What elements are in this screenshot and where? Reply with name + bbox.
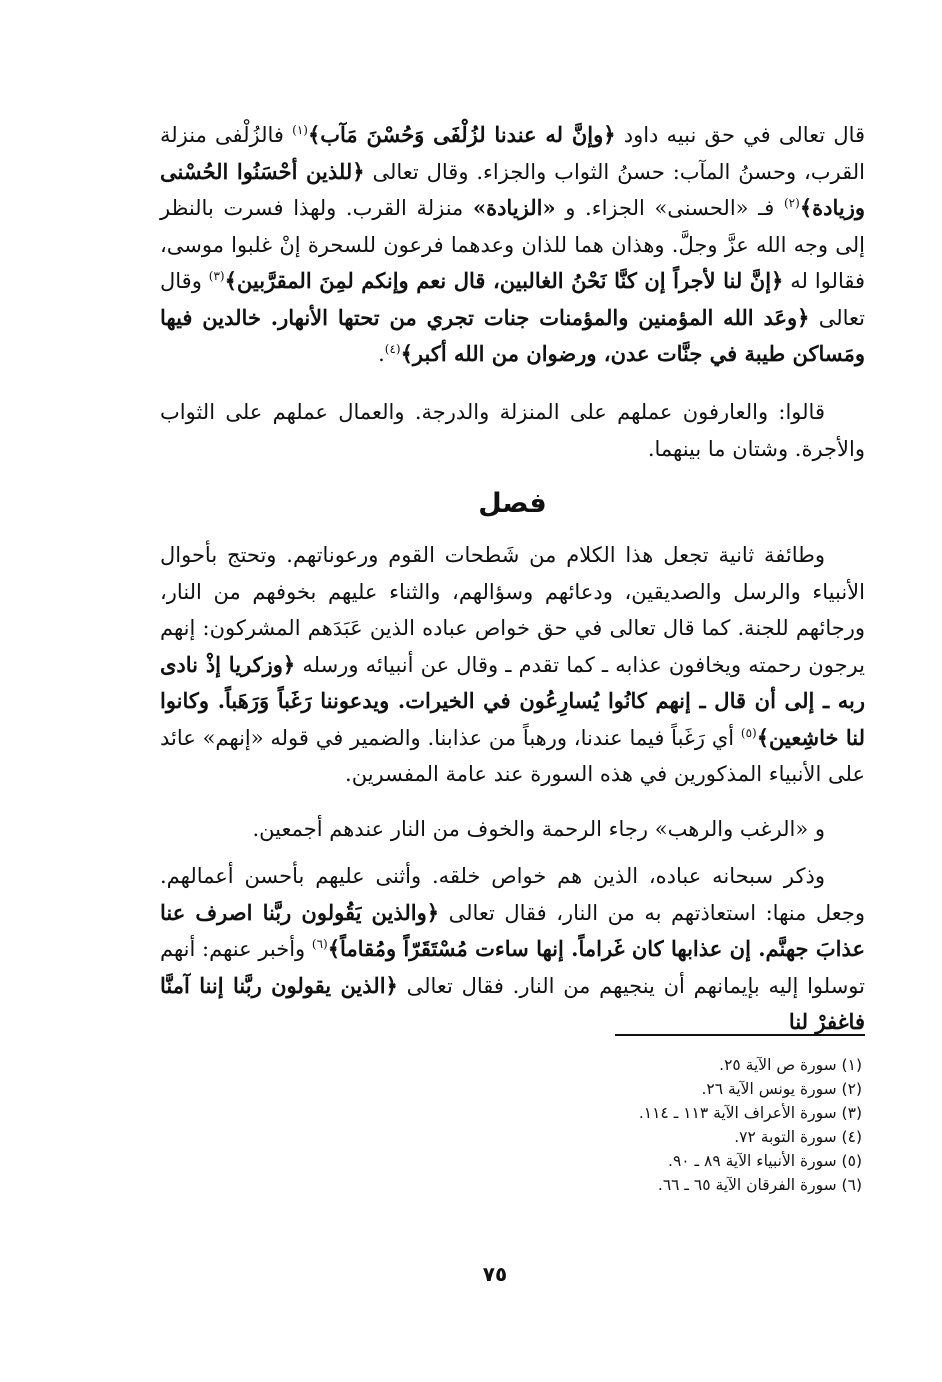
body-paragraph-4 <box>160 811 865 848</box>
section-heading: فصل <box>478 488 547 519</box>
footnotes <box>460 1053 862 1197</box>
quran-quote: ﴿وإنَّ له عندنا لزُلْفَى وَحُسْنَ مَآب﴾ <box>307 122 616 147</box>
footnote-item: (١) سورة ص الآية ٢٥. <box>719 1056 862 1074</box>
paragraph-text: وطائفة ثانية تجعل هذا الكلام من شَطحات القوم ورعوناتهم. وتحتج بأحوال الأنبياء والرسل والصديقين، ودعائهم وسؤالهم، والثناء عليهم بخوفهم من النار، ورجائهم للجنة. كما قال تعالى في حق خواص عباده الذين عَبَدَهم المشركون: إنهم يرجون رحمته ويخافون عذابه ـ كما تقدم ـ وقال عن أنبيائه ورسله <box>160 543 865 677</box>
paragraph-text: فـ «الحسنى» الجزاء. و <box>555 196 784 220</box>
footnote-marker: (٢) <box>783 196 800 210</box>
paragraph-text: منزلة القرب. ولهذا فسرت بالنظر إلى وجه الله عزَّ وجلَّ. وهذان هما للذان وعدهما فرعون للسحرة إنْ غلبوا موسى، فقالوا له <box>160 196 866 293</box>
body-paragraph-1 <box>160 117 865 373</box>
footnote-marker: (٥) <box>740 725 757 740</box>
body-paragraph-2 <box>160 394 865 467</box>
paragraph-text: و «الرغب والرهب» رجاء الرحمة والخوف من النار عندهم أجمعين. <box>252 817 825 841</box>
footnote-item: (٣) سورة الأعراف الآية ١١٣ ـ ١١٤. <box>638 1104 862 1122</box>
quran-quote: ﴿إنَّ لنا لأجراً إن كنَّا نَحْنُ الغالبين، قال نعم وإنكم لمِنَ المقرَّبين﴾ <box>224 268 784 293</box>
quran-quote: ﴿للذين أحْسَنُوا الحُسْنى وزيادة﴾ <box>160 158 865 220</box>
paragraph-text: وذكر سبحانه عباده، الذين هم خواص خلقه. وأثنى عليهم بأحسن أعمالهم. وجعل منها: استعاذتهم به من النار، فقال تعالى <box>160 864 865 925</box>
footnote-separator <box>615 1034 865 1036</box>
page-number: ٧٥ <box>482 1262 508 1286</box>
paragraph-text: وأخبر عنهم: أنهم توسلوا إليه بإيمانهم أن ينجيهم من النار. فقال تعالى <box>160 937 865 998</box>
footnote-marker: (٦) <box>311 937 328 951</box>
body-paragraph-5 <box>160 858 865 1041</box>
quran-quote: ﴿وعَد الله المؤمنين والمؤمنات جنات تجري من تحتها الأنهار. خالدين فيها ومَساكن طيبة في جنَّات عدن، ورضوان من الله أكبر﴾ <box>160 304 865 366</box>
paragraph-text: قالوا: والعارفون عملهم على المنزلة والدرجة. والعمال عملهم على الثواب والأجرة. وشتان ما بينهما. <box>160 400 865 461</box>
quoted-term: «الزيادة» <box>472 195 556 220</box>
paragraph-text: . <box>378 342 385 366</box>
footnote-item: (٦) سورة الفرقان الآية ٦٥ ـ ٦٦. <box>657 1176 862 1194</box>
footnote-marker: (١) <box>292 123 308 137</box>
paragraph-text: فالزُلْفى منزلة القرب، وحسنُ المآب: حسنُ الثواب والجزاء. وقال تعالى <box>160 123 865 184</box>
paragraph-text: وقال تعالى <box>160 269 865 330</box>
footnote-item: (٥) سورة الأنبياء الآية ٨٩ ـ ٩٠. <box>668 1152 862 1170</box>
quran-quote: ﴿والذين يَقُولون ربَّنا اصرف عنا عذابَ جهنَّم. إن عذابها كان غَراماً. إنها ساءت مُسْتَقَرّاً ومُقاماً﴾ <box>160 899 865 961</box>
footnote-item: (٤) سورة التوبة ٧٢. <box>734 1128 862 1146</box>
footnote-marker: (٣) <box>208 269 225 283</box>
paragraph-text: قال تعالى في حق نبيه داود <box>615 123 866 147</box>
paragraph-text: أي رَغَباً فيما عندنا، ورهباً من عذابنا. والضمير في قوله «إنهم» عائد على الأنبياء المذكورين في هذه السورة عند عامة المفسرين. <box>160 725 865 786</box>
quran-quote: ﴿وزكريا إذْ نادى ربه ـ إلى أن قال ـ إنهم كانُوا يُسارِعُون في الخيرات. ويدعوننا رَغَباً وَرَهَباً. وكانوا لنا خاشِعين﴾ <box>160 651 866 750</box>
footnote-item: (٢) سورة يونس الآية ٢٦. <box>701 1080 862 1098</box>
quran-quote: ﴿الذين يقولون ربَّنا إننا آمنَّا فاغفرْ لنا <box>160 972 865 1034</box>
footnote-marker: (٤) <box>384 342 401 356</box>
body-paragraph-3 <box>160 537 865 793</box>
